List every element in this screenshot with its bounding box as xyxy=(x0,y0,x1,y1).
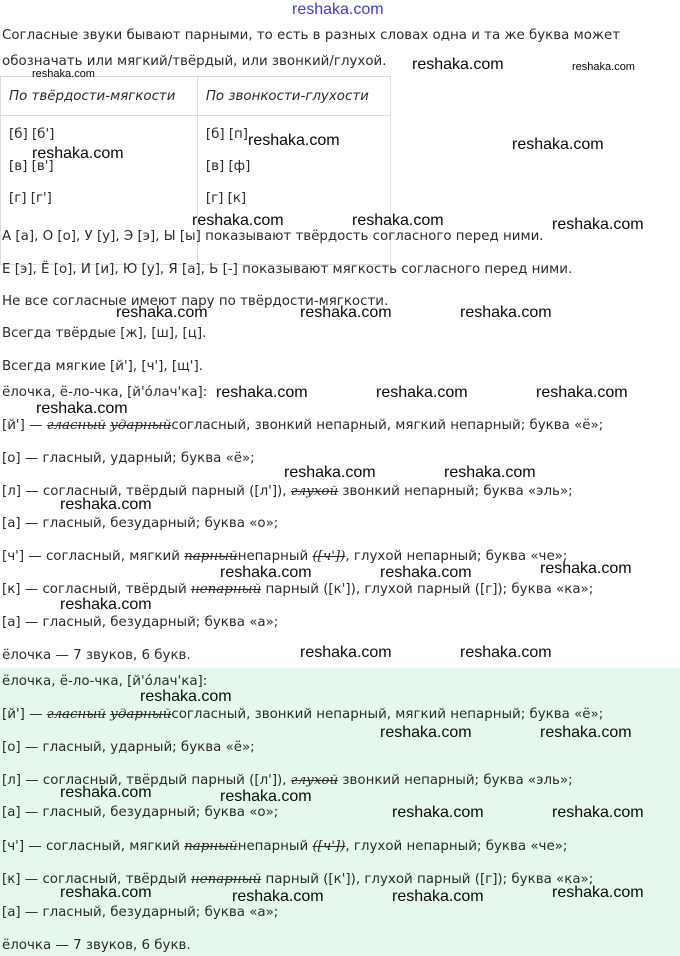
sound-2: [о] — гласный, ударный; буква «ё»; xyxy=(2,740,255,755)
watermark: reshaka.com xyxy=(248,132,340,149)
table-cell: [в] [в'] xyxy=(9,159,54,174)
sound-3-a: [л] — согласный, твёрдый парный ([л']), xyxy=(2,484,291,499)
table-cell: [б] [п] xyxy=(205,127,249,142)
watermark: reshaka.com xyxy=(36,400,128,417)
watermark: reshaka.com xyxy=(300,644,392,661)
watermark: reshaka.com xyxy=(116,304,208,321)
watermark: reshaka.com xyxy=(552,216,644,233)
watermark: reshaka.com xyxy=(220,564,312,581)
sound-3-a: [л] — согласный, твёрдый парный ([л']), xyxy=(2,773,291,788)
sound-2: [о] — гласный, ударный; буква «ё»; xyxy=(2,451,255,466)
watermark: reshaka.com xyxy=(60,784,152,801)
sound-7: [а] — гласный, безударный; буква «а»; xyxy=(2,615,279,630)
sound-1-a: [й'] — xyxy=(2,418,47,433)
watermark: reshaka.com xyxy=(232,888,324,905)
intro-line-2: обозначать или мягкий/твёрдый, или звонкий/глухой. xyxy=(2,54,387,69)
watermark: reshaka.com xyxy=(380,564,472,581)
sound-6-b: парный ([к']), глухой парный ([г]); буква «ка»; xyxy=(261,582,594,597)
watermark: reshaka.com xyxy=(460,304,552,321)
table-cell: [в] [ф] xyxy=(205,159,251,174)
sound-1-strike-2: ударный xyxy=(110,418,172,433)
rule-not-all-pairs: Не все согласные имеют пару по твёрдости-мягкости. xyxy=(2,294,389,309)
word-line: ёлочка, ё-ло-чка, [й'óлач'ка]: xyxy=(2,674,208,689)
sound-6-b: парный ([к']), глухой парный ([г]); буква «ка»; xyxy=(261,872,594,887)
rule-hard-vowels: А [а], О [о], У [у], Э [э], Ы [ы] показывают твёрдость согласного перед ними. xyxy=(2,229,544,244)
sound-1 xyxy=(2,706,603,724)
sound-3-b: звонкий непарный; буква «эль»; xyxy=(338,484,573,499)
intro-line-1: Согласные звуки бывают парными, то есть в разных словах одна и та же буква может xyxy=(2,28,621,43)
sound-4: [а] — гласный, безударный; буква «о»; xyxy=(2,516,279,531)
sound-5-a: [ч'] — согласный, мягкий xyxy=(2,839,185,854)
watermark: reshaka.com xyxy=(412,56,504,73)
sound-6-a: [к] — согласный, твёрдый xyxy=(2,872,191,887)
watermark: reshaka.com xyxy=(284,464,376,481)
word-line: ёлочка, ё-ло-чка, [й'óлач'ка]: xyxy=(2,385,208,400)
watermark-top[interactable]: reshaka.com xyxy=(292,1,384,18)
sound-3-strike: глухой xyxy=(290,773,339,788)
rule-always-soft: Всегда мягкие [й'], [ч'], [щ']. xyxy=(2,359,203,374)
sound-1-strike-1: гласный xyxy=(46,707,106,722)
sound-1 xyxy=(2,417,603,435)
summary: ёлочка — 7 звуков, 6 букв. xyxy=(2,648,191,663)
watermark: reshaka.com xyxy=(540,724,632,741)
sound-1-a: [й'] — xyxy=(2,707,47,722)
sound-3-strike: глухой xyxy=(290,484,339,499)
summary: ёлочка — 7 звуков, 6 букв. xyxy=(2,938,191,953)
watermark: reshaka.com xyxy=(300,304,392,321)
sound-5-bracket: ([ч']) xyxy=(312,549,346,564)
watermark: reshaka.com xyxy=(32,68,95,80)
rule-always-hard: Всегда твёрдые [ж], [ш], [ц]. xyxy=(2,326,207,341)
sound-5-strike: парный xyxy=(184,549,238,564)
watermark: reshaka.com xyxy=(192,212,284,229)
watermark: reshaka.com xyxy=(60,496,152,513)
sound-6-strike: непарный xyxy=(190,872,262,887)
sound-1-b: согласный, звонкий непарный, мягкий непарный; буква «ё»; xyxy=(171,418,604,433)
sound-5-bracket: ([ч']) xyxy=(312,839,346,854)
watermark: reshaka.com xyxy=(444,464,536,481)
watermark: reshaka.com xyxy=(380,724,472,741)
sound-1-b: согласный, звонкий непарный, мягкий непарный; буква «ё»; xyxy=(171,707,604,722)
watermark: reshaka.com xyxy=(352,212,444,229)
sound-6-strike: непарный xyxy=(190,582,262,597)
table-cell: [г] [г'] xyxy=(9,191,52,206)
sound-7: [а] — гласный, безударный; буква «а»; xyxy=(2,905,279,920)
sound-1-strike-2: ударный xyxy=(110,707,172,722)
watermark: reshaka.com xyxy=(572,61,635,73)
sound-5-strike: парный xyxy=(184,839,238,854)
watermark: reshaka.com xyxy=(540,560,632,577)
rule-soft-vowels: Е [э], Ё [о], И [и], Ю [у], Я [а], Ь [-] показывают мягкость согласного перед ними. xyxy=(2,262,573,277)
watermark: reshaka.com xyxy=(216,384,308,401)
sound-5-b: непарный xyxy=(237,839,313,854)
watermark: reshaka.com xyxy=(140,688,232,705)
table-cell: [г] [к] xyxy=(205,191,247,206)
sound-5-c: , глухой непарный; буква «че»; xyxy=(345,839,568,854)
sound-5-b: непарный xyxy=(237,549,313,564)
table-header-voicing: По звонкости-глухости xyxy=(197,77,390,116)
watermark: reshaka.com xyxy=(552,804,644,821)
watermark: reshaka.com xyxy=(60,884,152,901)
sound-5 xyxy=(2,838,567,856)
watermark: reshaka.com xyxy=(220,788,312,805)
watermark: reshaka.com xyxy=(392,888,484,905)
watermark: reshaka.com xyxy=(552,884,644,901)
watermark: reshaka.com xyxy=(32,145,124,162)
watermark: reshaka.com xyxy=(512,136,604,153)
watermark: reshaka.com xyxy=(376,384,468,401)
watermark: reshaka.com xyxy=(536,384,628,401)
watermark: reshaka.com xyxy=(60,596,152,613)
sound-5-a: [ч'] — согласный, мягкий xyxy=(2,549,185,564)
watermark: reshaka.com xyxy=(392,804,484,821)
sound-6-a: [к] — согласный, твёрдый xyxy=(2,582,191,597)
sound-1-strike-1: гласный xyxy=(46,418,106,433)
watermark: reshaka.com xyxy=(460,644,552,661)
sound-4: [а] — гласный, безударный; буква «о»; xyxy=(2,805,279,820)
table-header-hardness: По твёрдости-мягкости xyxy=(1,77,198,116)
sound-5-c: , глухой непарный; буква «че»; xyxy=(345,549,568,564)
sound-3-b: звонкий непарный; буква «эль»; xyxy=(338,773,573,788)
table-cell: [б] [б'] xyxy=(9,127,55,142)
